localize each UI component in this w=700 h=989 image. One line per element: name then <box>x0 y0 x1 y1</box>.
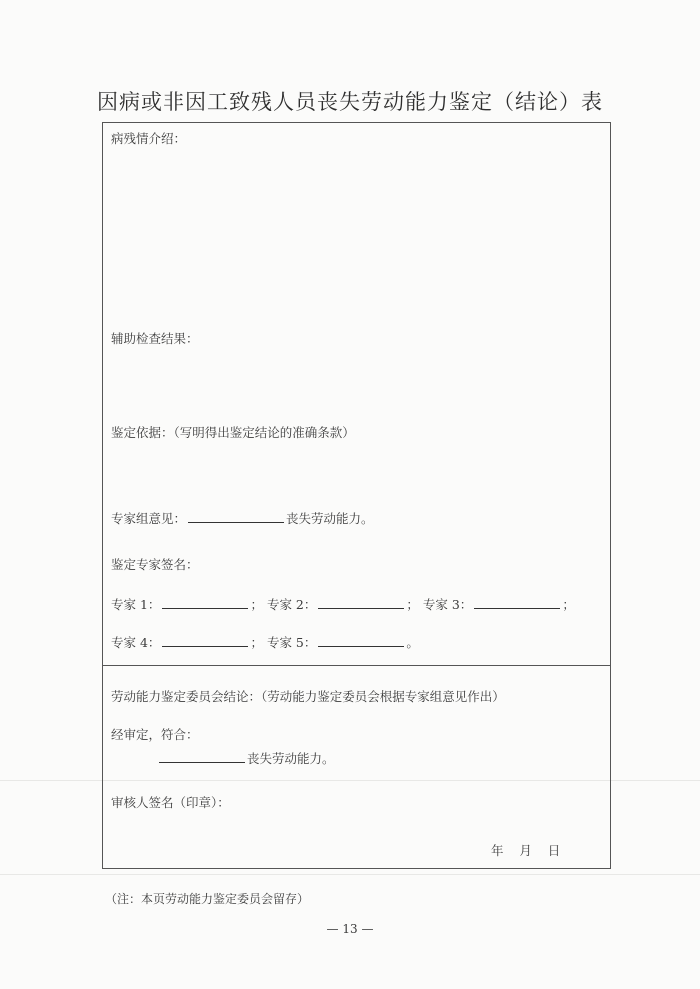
expert-5-blank[interactable] <box>318 634 404 647</box>
illness-description-label: 病残情介绍： <box>111 131 187 146</box>
separator: ； <box>562 597 575 612</box>
committee-conclusion-label: 劳动能力鉴定委员会结论：（劳动能力鉴定委员会根据专家组意见作出） <box>111 689 505 704</box>
basis-label: 鉴定依据：（写明得出鉴定结论的准确条款） <box>111 425 355 440</box>
expert-5-label: 专家 5： <box>266 635 317 650</box>
form-table <box>102 122 611 869</box>
footnote: （注：本页劳动能力鉴定委员会留存） <box>105 892 310 906</box>
separator: ； <box>250 597 263 612</box>
conclusion-suffix: 丧失劳动能力。 <box>247 751 335 766</box>
expert-opinion-blank[interactable] <box>188 510 284 523</box>
expert-1-label: 专家 1： <box>111 597 161 612</box>
expert-opinion-label: 专家组意见： <box>111 511 187 526</box>
separator: ； <box>406 597 419 612</box>
form-title: 因病或非因工致残人员丧失劳动能力鉴定（结论）表 <box>97 90 603 114</box>
aux-exam-label: 辅助检查结果： <box>111 331 199 346</box>
scan-artifact-line <box>0 874 700 875</box>
conclusion-row <box>157 749 335 767</box>
expert-4-blank[interactable] <box>162 634 248 647</box>
conclusion-blank[interactable] <box>159 750 245 763</box>
separator: ； <box>250 635 263 650</box>
section-divider <box>103 665 610 666</box>
expert-opinion-suffix: 丧失劳动能力。 <box>286 511 374 526</box>
expert-3-blank[interactable] <box>474 596 560 609</box>
reviewed-label: 经审定，符合： <box>111 727 199 742</box>
expert-signature-label: 鉴定专家签名： <box>111 557 199 572</box>
date-field: 年 月 日 <box>491 843 561 858</box>
page-number: — 13 — <box>326 922 374 936</box>
expert-2-label: 专家 2： <box>266 597 317 612</box>
reviewer-signature-label: 审核人签名（印章）： <box>111 795 230 810</box>
expert-opinion-row <box>111 509 374 527</box>
expert-row-2 <box>111 633 419 651</box>
expert-2-blank[interactable] <box>318 596 404 609</box>
expert-1-blank[interactable] <box>162 596 248 609</box>
expert-4-label: 专家 4： <box>111 635 161 650</box>
expert-3-label: 专家 3： <box>422 597 473 612</box>
end-period: 。 <box>406 635 419 650</box>
expert-row-1 <box>111 595 575 613</box>
